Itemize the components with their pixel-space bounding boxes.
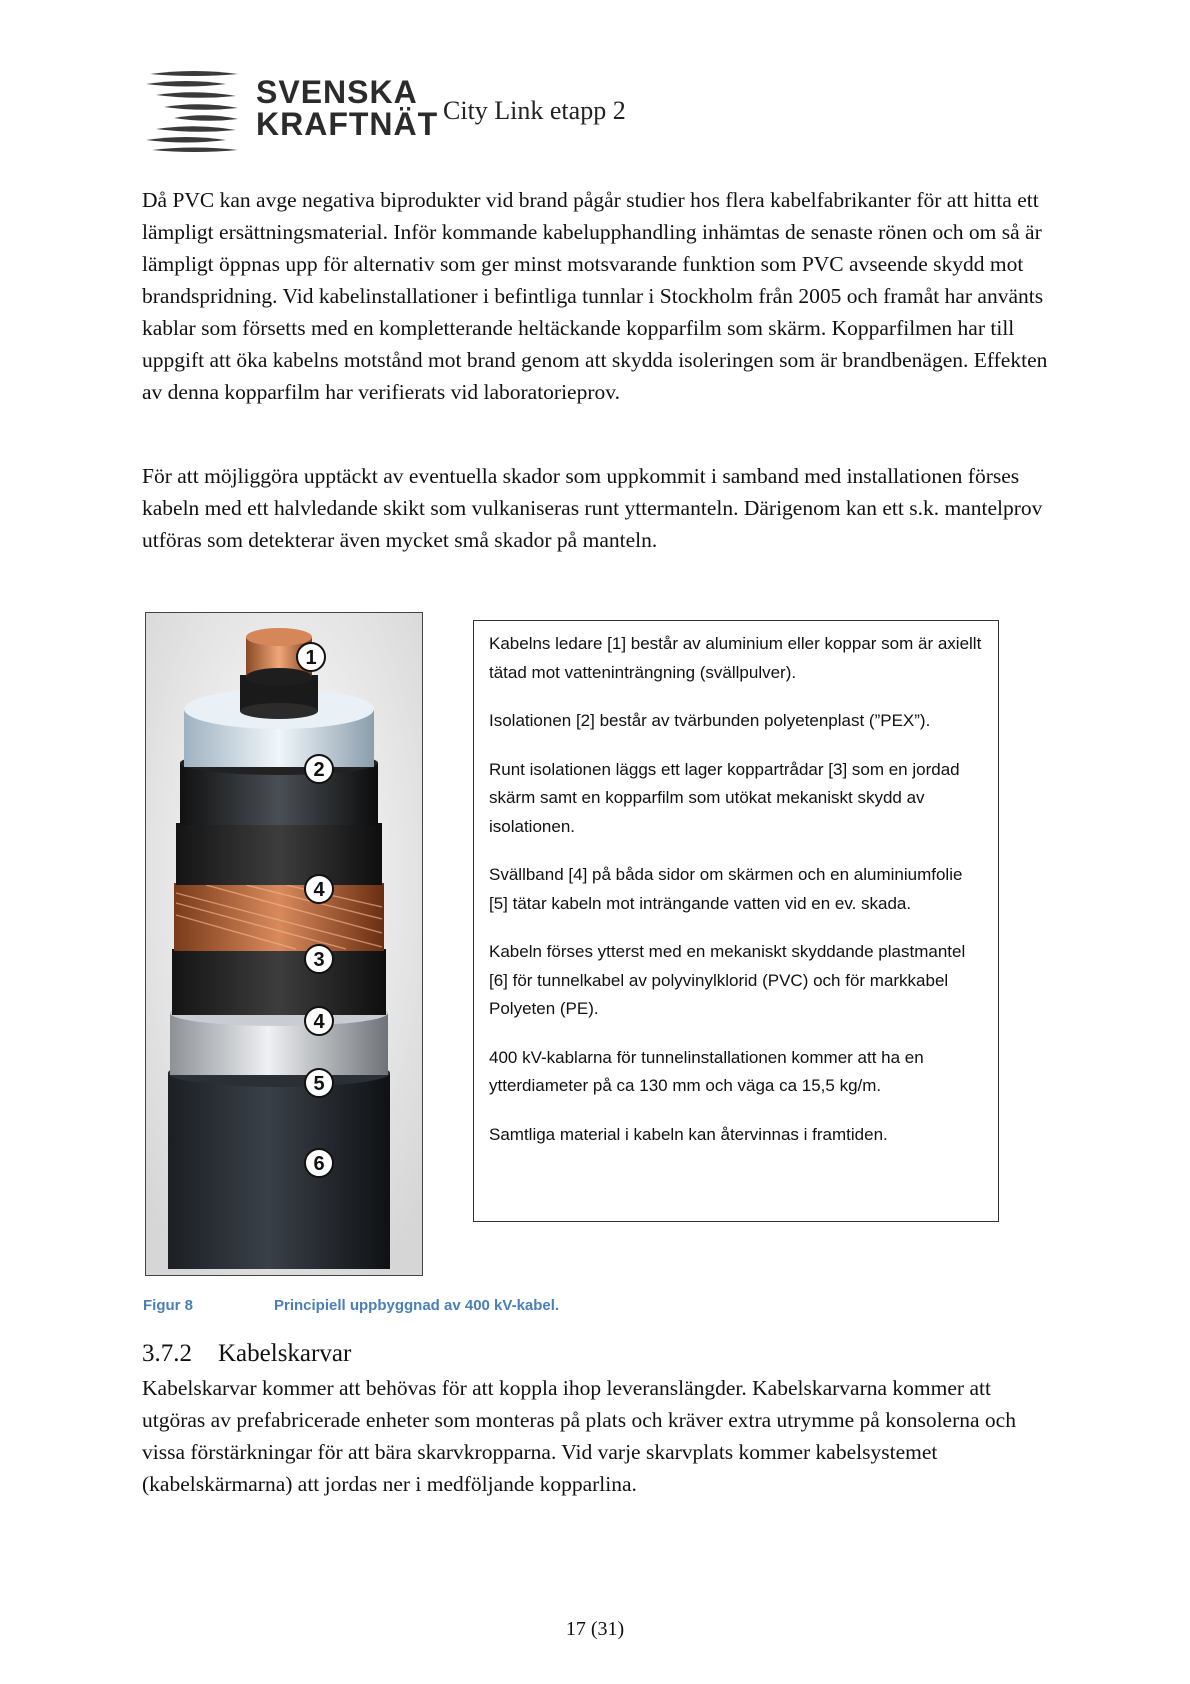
info-item-dimensions: 400 kV-kablarna för tunnelinstallationen kommer att ha en ytterdiameter på ca 130 mm och väga ca 15,5 kg/m. bbox=[489, 1047, 924, 1095]
info-item-insulation: Isolationen [2] består av tvärbunden polyetenplast (”PEX”). bbox=[489, 711, 931, 730]
info-item-recycling: Samtliga material i kabeln kan återvinnas i framtiden. bbox=[489, 1124, 888, 1144]
document-title: City Link etapp 2 bbox=[443, 96, 626, 125]
label-badge-2 bbox=[305, 755, 333, 783]
section-number: 3.7.2 bbox=[142, 1340, 192, 1367]
logo-line-2: KRAFTNÄT bbox=[256, 106, 439, 142]
info-item-conductor: Kabelns ledare [1] består av aluminium eller koppar som är axiellt tätad mot vatteninträngning (svällpulver). bbox=[489, 634, 982, 682]
cable-cross-section-image bbox=[145, 612, 423, 1276]
label-badge-4-lower bbox=[305, 1007, 333, 1035]
label-badge-5 bbox=[305, 1069, 333, 1097]
label-6-text: 6 bbox=[313, 1153, 325, 1175]
figure-caption-label: Figur 8 bbox=[143, 1297, 194, 1314]
info-item-copper-screen: Runt isolationen läggs ett lager koppartrådar [3] som en jordad skärm samt en kopparfilm som utökat mekaniskt skydd av isolationen. bbox=[489, 759, 960, 836]
figure-caption-text: Principiell uppbyggnad av 400 kV-kabel. bbox=[274, 1297, 560, 1314]
section-title: Kabelskarvar bbox=[218, 1340, 352, 1367]
label-4-lower-text: 4 bbox=[313, 1011, 325, 1033]
label-badge-3 bbox=[305, 945, 333, 973]
label-2-text: 2 bbox=[313, 759, 325, 781]
logo-line-1: SVENSKA bbox=[256, 74, 418, 110]
info-item-outer-sheath: Kabeln förses ytterst med en mekaniskt skyddande plastmantel [6] för tunnelkabel av polyvinylklorid (PVC) och för markkabel Polyeten (PE). bbox=[489, 942, 966, 1018]
page-number: 17 (31) bbox=[565, 1618, 625, 1640]
label-3-text: 3 bbox=[313, 949, 325, 971]
svenska-kraftnat-logo-icon bbox=[146, 70, 242, 154]
body-paragraph-1: Då PVC kan avge negativa biprodukter vid brand pågår studier hos flera kabelfabrikanter för att hitta ett lämpligt ersättningsmaterial. Inför kommande kabelupphandling inhämtas de senaste rönen och om så är lämpligt öppnas upp för alternativ som ger minst motsvarande funktion som PVC avseende skydd mot brandspridning. Vid kabelinstallationer i befintliga tunnlar i Stockholm från 2005 och framåt har använts kablar som försetts med en kompletterande heltäckande kopparfilm som skärm. Kopparfilmen har till uppgift att öka kabelns motstånd mot brand genom att skydda isoleringen som är brandbenägen. Effekten av denna kopparfilm har verifierats vid laboratorieprov. bbox=[142, 188, 1048, 404]
label-1-text: 1 bbox=[305, 647, 317, 669]
cable-description-box bbox=[473, 620, 999, 1222]
body-paragraph-2: För att möjliggöra upptäckt av eventuella skador som uppkommit i samband med installationen förses kabeln med ett halvledande skikt som vulkaniseras runt yttermanteln. Därigenom kan ett s.k. mantelprov utföras som detekterar även mycket små skador på manteln. bbox=[142, 464, 1043, 552]
label-badge-4-upper bbox=[305, 875, 333, 903]
label-badge-1 bbox=[297, 643, 325, 671]
label-5-text: 5 bbox=[313, 1073, 325, 1095]
section-paragraph: Kabelskarvar kommer att behövas för att koppla ihop leveranslängder. Kabelskarvarna kommer att utgöras av prefabricerade enheter som monteras på plats och kräver extra utrymme på konsolerna och vissa förstärkningar för att bära skarvkropparna. Vid varje skarvplats kommer kabelsystemet (kabelskärmarna) att jordas ner i medföljande kopparlina. bbox=[142, 1376, 1016, 1496]
logo-wordmark bbox=[256, 76, 438, 140]
label-4-upper-text: 4 bbox=[313, 879, 325, 901]
info-item-swelling-tape: Svällband [4] på båda sidor om skärmen och en aluminiumfolie [5] tätar kabeln mot inträngande vatten vid en ev. skada. bbox=[489, 865, 963, 913]
label-badge-6 bbox=[305, 1149, 333, 1177]
